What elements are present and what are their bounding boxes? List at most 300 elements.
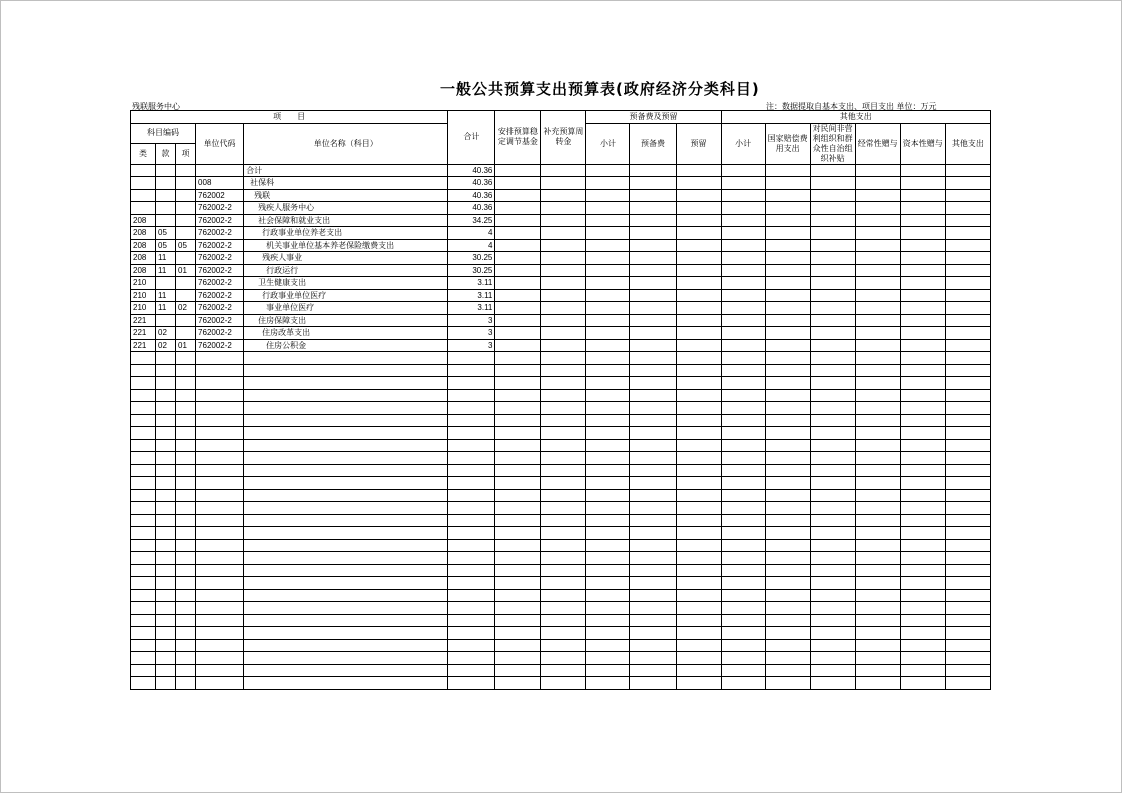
empty-cell xyxy=(131,577,156,590)
empty-cell xyxy=(945,427,990,440)
kuan-cell: 05 xyxy=(156,227,176,240)
empty-cell xyxy=(765,177,810,190)
item-group-header: 项 目 xyxy=(131,111,448,124)
empty-cell xyxy=(810,614,855,627)
empty-cell xyxy=(586,239,630,252)
empty-cell xyxy=(541,339,586,352)
empty-cell xyxy=(495,314,541,327)
empty-cell xyxy=(244,514,448,527)
empty-cell xyxy=(131,627,156,640)
empty-cell xyxy=(131,502,156,515)
empty-cell xyxy=(676,502,721,515)
empty-cell xyxy=(945,314,990,327)
empty-cell xyxy=(721,602,765,615)
table-row xyxy=(131,314,991,327)
empty-cell xyxy=(721,489,765,502)
empty-cell xyxy=(244,589,448,602)
empty-cell xyxy=(721,302,765,315)
empty-cell xyxy=(945,289,990,302)
empty-cell xyxy=(448,664,495,677)
empty-cell xyxy=(810,314,855,327)
empty-cell xyxy=(541,589,586,602)
empty-cell xyxy=(156,352,176,365)
empty-cell xyxy=(630,277,676,290)
empty-cell xyxy=(448,627,495,640)
empty-cell xyxy=(541,202,586,215)
table-row xyxy=(131,164,991,177)
empty-cell xyxy=(541,402,586,415)
empty-cell xyxy=(541,414,586,427)
empty-cell xyxy=(900,489,945,502)
empty-cell xyxy=(676,389,721,402)
empty-cell xyxy=(855,214,900,227)
empty-cell xyxy=(810,639,855,652)
empty-cell xyxy=(448,389,495,402)
empty-cell xyxy=(900,439,945,452)
empty-cell xyxy=(176,427,196,440)
empty-row xyxy=(131,614,991,627)
empty-cell xyxy=(244,577,448,590)
empty-cell xyxy=(721,202,765,215)
compensation-header: 国家赔偿费用支出 xyxy=(765,123,810,164)
empty-cell xyxy=(448,352,495,365)
empty-cell xyxy=(541,314,586,327)
empty-cell xyxy=(586,564,630,577)
empty-cell xyxy=(721,239,765,252)
empty-cell xyxy=(765,377,810,390)
empty-cell xyxy=(900,339,945,352)
empty-cell xyxy=(176,652,196,665)
empty-cell xyxy=(156,602,176,615)
empty-cell xyxy=(945,264,990,277)
empty-cell xyxy=(176,677,196,690)
empty-cell xyxy=(156,677,176,690)
empty-cell xyxy=(630,452,676,465)
empty-cell xyxy=(945,539,990,552)
empty-cell xyxy=(448,539,495,552)
empty-cell xyxy=(495,377,541,390)
empty-cell xyxy=(945,252,990,265)
empty-cell xyxy=(810,327,855,340)
empty-cell xyxy=(810,527,855,540)
empty-cell xyxy=(676,377,721,390)
empty-cell xyxy=(630,427,676,440)
empty-cell xyxy=(765,427,810,440)
empty-cell xyxy=(176,452,196,465)
empty-cell xyxy=(176,489,196,502)
empty-cell xyxy=(176,627,196,640)
empty-cell xyxy=(855,539,900,552)
empty-cell xyxy=(495,289,541,302)
empty-cell xyxy=(630,302,676,315)
xiang-cell xyxy=(176,189,196,202)
empty-cell xyxy=(131,602,156,615)
empty-cell xyxy=(900,477,945,490)
empty-cell xyxy=(855,164,900,177)
empty-cell xyxy=(676,364,721,377)
empty-cell xyxy=(586,589,630,602)
kuan-cell: 11 xyxy=(156,302,176,315)
total-cell: 40.36 xyxy=(448,189,495,202)
empty-cell xyxy=(541,502,586,515)
empty-cell xyxy=(541,327,586,340)
empty-cell xyxy=(900,214,945,227)
empty-cell xyxy=(196,677,244,690)
empty-cell xyxy=(586,577,630,590)
empty-cell xyxy=(586,377,630,390)
empty-cell xyxy=(721,227,765,240)
empty-cell xyxy=(630,527,676,540)
empty-cell xyxy=(676,264,721,277)
empty-cell xyxy=(196,639,244,652)
empty-cell xyxy=(586,452,630,465)
empty-cell xyxy=(945,402,990,415)
unit-code-cell: 008 xyxy=(196,177,244,190)
empty-cell xyxy=(855,589,900,602)
empty-cell xyxy=(855,477,900,490)
other-subtotal-header: 小计 xyxy=(721,123,765,164)
empty-cell xyxy=(676,414,721,427)
empty-row xyxy=(131,552,991,565)
empty-cell xyxy=(495,577,541,590)
empty-cell xyxy=(586,364,630,377)
empty-cell xyxy=(855,627,900,640)
empty-cell xyxy=(244,602,448,615)
name-cell: 社会保障和就业支出 xyxy=(244,214,448,227)
empty-cell xyxy=(541,652,586,665)
empty-cell xyxy=(448,677,495,690)
empty-cell xyxy=(244,664,448,677)
empty-cell xyxy=(676,627,721,640)
empty-cell xyxy=(765,402,810,415)
empty-cell xyxy=(495,364,541,377)
empty-cell xyxy=(156,389,176,402)
empty-cell xyxy=(900,389,945,402)
empty-cell xyxy=(855,227,900,240)
empty-cell xyxy=(196,452,244,465)
empty-cell xyxy=(765,164,810,177)
empty-cell xyxy=(900,314,945,327)
empty-cell xyxy=(176,639,196,652)
empty-cell xyxy=(810,514,855,527)
table-row xyxy=(131,339,991,352)
empty-cell xyxy=(495,252,541,265)
empty-cell xyxy=(196,377,244,390)
empty-cell xyxy=(244,552,448,565)
empty-cell xyxy=(176,539,196,552)
lei-cell: 208 xyxy=(131,214,156,227)
empty-cell xyxy=(156,577,176,590)
empty-cell xyxy=(586,527,630,540)
name-cell: 机关事业单位基本养老保险缴费支出 xyxy=(244,239,448,252)
empty-cell xyxy=(156,427,176,440)
empty-cell xyxy=(855,677,900,690)
empty-cell xyxy=(586,414,630,427)
empty-cell xyxy=(900,252,945,265)
empty-row xyxy=(131,377,991,390)
empty-cell xyxy=(855,639,900,652)
empty-cell xyxy=(855,602,900,615)
empty-row xyxy=(131,439,991,452)
empty-cell xyxy=(448,452,495,465)
empty-cell xyxy=(855,377,900,390)
empty-cell xyxy=(156,464,176,477)
empty-cell xyxy=(945,664,990,677)
empty-cell xyxy=(676,614,721,627)
xiang-cell xyxy=(176,164,196,177)
empty-cell xyxy=(131,414,156,427)
empty-cell xyxy=(676,189,721,202)
empty-cell xyxy=(541,477,586,490)
empty-cell xyxy=(541,564,586,577)
empty-cell xyxy=(765,439,810,452)
empty-cell xyxy=(448,402,495,415)
empty-cell xyxy=(945,352,990,365)
nonprofit-subsidy-header: 对民间非营利组织和群众性自治组织补贴 xyxy=(810,123,855,164)
empty-cell xyxy=(765,677,810,690)
empty-cell xyxy=(495,452,541,465)
empty-cell xyxy=(495,227,541,240)
empty-cell xyxy=(721,452,765,465)
empty-cell xyxy=(855,514,900,527)
empty-cell xyxy=(156,364,176,377)
empty-cell xyxy=(945,364,990,377)
empty-cell xyxy=(495,414,541,427)
empty-row xyxy=(131,527,991,540)
empty-cell xyxy=(156,552,176,565)
empty-cell xyxy=(765,527,810,540)
empty-cell xyxy=(810,289,855,302)
empty-cell xyxy=(244,402,448,415)
empty-cell xyxy=(630,502,676,515)
empty-cell xyxy=(176,389,196,402)
empty-cell xyxy=(495,402,541,415)
empty-cell xyxy=(810,402,855,415)
empty-cell xyxy=(196,352,244,365)
empty-cell xyxy=(541,239,586,252)
empty-cell xyxy=(721,177,765,190)
empty-cell xyxy=(196,602,244,615)
empty-cell xyxy=(855,177,900,190)
empty-cell xyxy=(676,539,721,552)
empty-cell xyxy=(176,514,196,527)
empty-cell xyxy=(676,464,721,477)
empty-cell xyxy=(586,439,630,452)
empty-cell xyxy=(810,202,855,215)
empty-cell xyxy=(196,414,244,427)
xiang-cell xyxy=(176,177,196,190)
empty-cell xyxy=(586,539,630,552)
empty-cell xyxy=(810,164,855,177)
empty-cell xyxy=(495,664,541,677)
empty-cell xyxy=(676,402,721,415)
empty-cell xyxy=(765,277,810,290)
empty-cell xyxy=(630,439,676,452)
empty-cell xyxy=(810,464,855,477)
name-cell: 住房保障支出 xyxy=(244,314,448,327)
empty-cell xyxy=(765,602,810,615)
empty-cell xyxy=(676,577,721,590)
empty-cell xyxy=(448,427,495,440)
empty-cell xyxy=(541,427,586,440)
empty-cell xyxy=(541,189,586,202)
empty-cell xyxy=(196,477,244,490)
empty-cell xyxy=(131,639,156,652)
lei-cell xyxy=(131,202,156,215)
empty-cell xyxy=(448,477,495,490)
empty-cell xyxy=(765,264,810,277)
empty-cell xyxy=(448,414,495,427)
empty-cell xyxy=(495,214,541,227)
empty-cell xyxy=(448,552,495,565)
empty-cell xyxy=(721,589,765,602)
empty-cell xyxy=(448,527,495,540)
empty-cell xyxy=(630,489,676,502)
empty-cell xyxy=(156,639,176,652)
empty-cell xyxy=(676,589,721,602)
empty-cell xyxy=(541,627,586,640)
empty-cell xyxy=(586,652,630,665)
empty-row xyxy=(131,402,991,415)
empty-cell xyxy=(810,264,855,277)
empty-cell xyxy=(810,414,855,427)
empty-cell xyxy=(156,627,176,640)
empty-cell xyxy=(196,439,244,452)
xiang-cell xyxy=(176,252,196,265)
empty-cell xyxy=(721,664,765,677)
empty-cell xyxy=(448,564,495,577)
empty-cell xyxy=(630,477,676,490)
empty-cell xyxy=(541,377,586,390)
empty-cell xyxy=(855,564,900,577)
empty-cell xyxy=(176,527,196,540)
empty-cell xyxy=(855,352,900,365)
empty-cell xyxy=(244,677,448,690)
empty-cell xyxy=(945,652,990,665)
empty-cell xyxy=(810,377,855,390)
empty-cell xyxy=(945,177,990,190)
empty-cell xyxy=(855,414,900,427)
empty-cell xyxy=(900,402,945,415)
empty-cell xyxy=(765,352,810,365)
empty-cell xyxy=(586,214,630,227)
kuan-cell: 11 xyxy=(156,264,176,277)
empty-cell xyxy=(945,277,990,290)
total-cell: 4 xyxy=(448,227,495,240)
empty-cell xyxy=(244,527,448,540)
empty-row xyxy=(131,627,991,640)
empty-cell xyxy=(721,364,765,377)
empty-cell xyxy=(196,464,244,477)
empty-cell xyxy=(855,189,900,202)
empty-cell xyxy=(900,527,945,540)
empty-cell xyxy=(630,677,676,690)
empty-cell xyxy=(495,427,541,440)
empty-cell xyxy=(244,377,448,390)
empty-cell xyxy=(676,439,721,452)
empty-cell xyxy=(196,589,244,602)
empty-cell xyxy=(448,489,495,502)
empty-cell xyxy=(586,664,630,677)
unit-code-cell: 762002-2 xyxy=(196,314,244,327)
empty-cell xyxy=(495,627,541,640)
empty-cell xyxy=(721,652,765,665)
empty-cell xyxy=(495,564,541,577)
kuan-cell: 02 xyxy=(156,327,176,340)
empty-cell xyxy=(810,352,855,365)
empty-cell xyxy=(156,377,176,390)
empty-cell xyxy=(900,452,945,465)
empty-cell xyxy=(855,489,900,502)
empty-cell xyxy=(900,564,945,577)
table-row xyxy=(131,227,991,240)
kuan-cell xyxy=(156,177,176,190)
empty-cell xyxy=(630,252,676,265)
empty-cell xyxy=(244,627,448,640)
empty-cell xyxy=(630,314,676,327)
empty-cell xyxy=(541,614,586,627)
empty-cell xyxy=(945,302,990,315)
empty-cell xyxy=(495,389,541,402)
total-cell: 3 xyxy=(448,339,495,352)
empty-row xyxy=(131,489,991,502)
empty-cell xyxy=(448,364,495,377)
empty-cell xyxy=(448,652,495,665)
empty-cell xyxy=(945,202,990,215)
page-title: 一般公共预算支出预算表(政府经济分类科目) xyxy=(440,80,760,98)
empty-cell xyxy=(900,202,945,215)
empty-cell xyxy=(765,614,810,627)
empty-cell xyxy=(541,264,586,277)
empty-cell xyxy=(131,552,156,565)
empty-cell xyxy=(131,464,156,477)
empty-cell xyxy=(244,652,448,665)
empty-cell xyxy=(495,652,541,665)
empty-cell xyxy=(721,502,765,515)
empty-cell xyxy=(855,402,900,415)
empty-cell xyxy=(630,202,676,215)
empty-cell xyxy=(765,214,810,227)
empty-cell xyxy=(176,402,196,415)
empty-cell xyxy=(495,589,541,602)
empty-cell xyxy=(156,652,176,665)
table-row xyxy=(131,252,991,265)
total-cell: 40.36 xyxy=(448,177,495,190)
empty-cell xyxy=(495,202,541,215)
empty-cell xyxy=(448,639,495,652)
empty-cell xyxy=(855,302,900,315)
empty-cell xyxy=(131,664,156,677)
empty-cell xyxy=(244,614,448,627)
subject-code-header: 科目编码 xyxy=(131,123,196,144)
empty-cell xyxy=(244,389,448,402)
total-cell: 3.11 xyxy=(448,289,495,302)
total-cell: 40.36 xyxy=(448,202,495,215)
empty-cell xyxy=(900,364,945,377)
empty-cell xyxy=(156,527,176,540)
empty-cell xyxy=(945,339,990,352)
empty-cell xyxy=(630,239,676,252)
unit-code-cell: 762002-2 xyxy=(196,227,244,240)
empty-cell xyxy=(196,552,244,565)
empty-cell xyxy=(630,652,676,665)
empty-cell xyxy=(855,364,900,377)
empty-cell xyxy=(541,164,586,177)
empty-cell xyxy=(900,664,945,677)
empty-cell xyxy=(721,277,765,290)
empty-cell xyxy=(855,652,900,665)
empty-cell xyxy=(676,289,721,302)
